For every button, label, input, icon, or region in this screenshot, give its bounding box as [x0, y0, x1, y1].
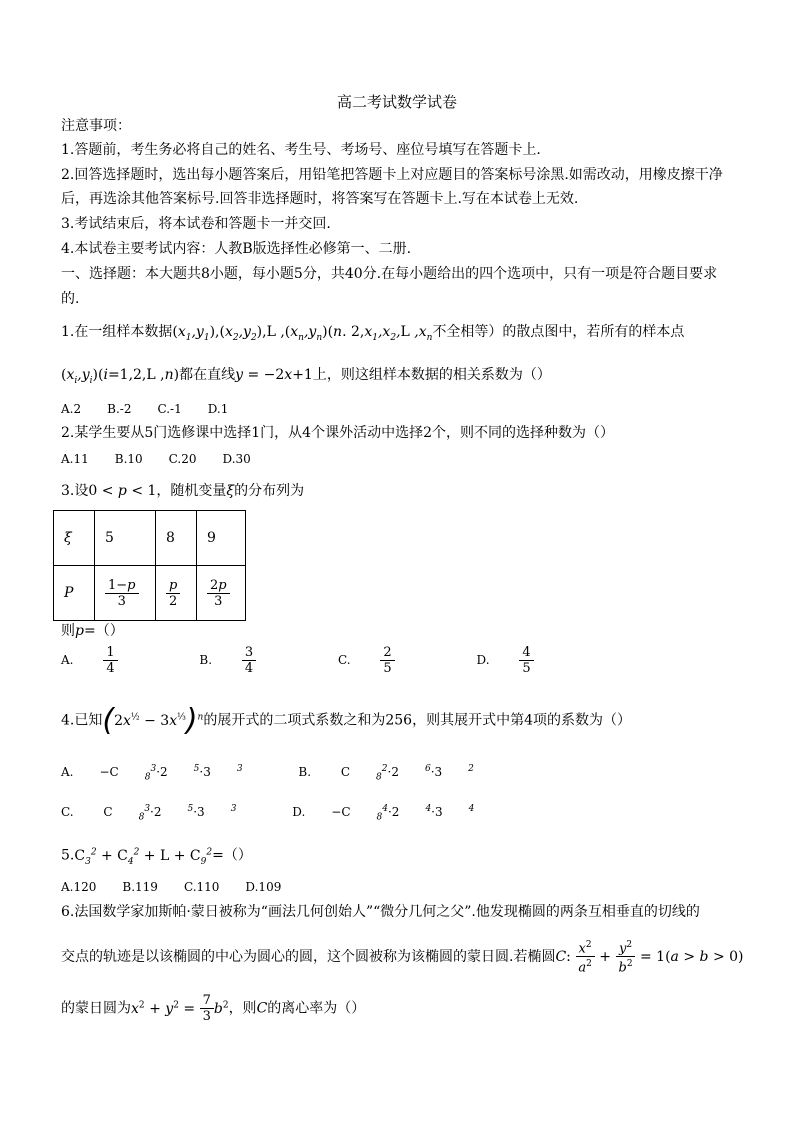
q5-line	[61, 843, 252, 870]
q4-prefix: 4.已知	[61, 712, 103, 729]
q6-line3-pre: 的蒙日圆为	[61, 1000, 131, 1017]
q3-post: ，随机变量	[156, 483, 227, 499]
q5-option-d[interactable]: D.109	[245, 880, 282, 894]
q3-ask-pre: 则	[61, 623, 75, 639]
q4-option-a[interactable]: A. −C $_8^3$·2 $^5$·3 $^3$	[61, 764, 243, 783]
q1-sample-data-formula: $(x_1,y_1),(x_2,y_2),L$ $,(x_n,y_n)(n$. $2,x_1,x_2,L$ $,x_n$	[172, 324, 433, 343]
q5-option-c[interactable]: C.110	[183, 880, 220, 894]
table-cell-p: P	[54, 566, 95, 621]
q3-option-d[interactable]: D. $\frac{4}{5}$	[477, 653, 586, 667]
q3-option-b[interactable]: B. $\frac{3}{4}$	[199, 653, 308, 667]
notice-heading: 注意事项：	[61, 118, 131, 134]
q3-option-a[interactable]: A. $\frac{1}{4}$	[61, 653, 170, 667]
q4-options-row2	[61, 800, 526, 826]
section1-line1: 一、选择题：本大题共8小题，每小题5分，共40分.在每小题给出的四个选项中，只有一项是符合题目要求	[61, 266, 718, 282]
table-cell-prob: $\frac{2p}{3}$	[197, 566, 246, 621]
q2-option-c[interactable]: C.20	[168, 452, 197, 466]
table-cell-prob: $\frac{1-p}{3}$	[95, 566, 156, 621]
q3-option-c[interactable]: C. $\frac{2}{5}$	[338, 653, 447, 667]
section1-line2: 的.	[61, 291, 80, 307]
q5-post: =（）	[212, 847, 252, 864]
q4-option-d[interactable]: D. −C $_8^4$·2 $^4$·3 $^4$	[292, 804, 475, 823]
notice-item-4: 4.本试卷主要考试内容：人教B版选择性必修第一、二册.	[61, 241, 412, 257]
q5-prefix: 5.	[61, 847, 75, 864]
q2-option-b[interactable]: B.10	[114, 452, 143, 466]
q3-options	[61, 645, 612, 676]
table-row	[54, 511, 246, 566]
q1-line2	[61, 366, 551, 390]
q5-sum-formula: $C_3^2 + C_4^2 + L + C_9^2$	[74, 847, 213, 867]
q3-ask	[61, 622, 124, 640]
table-cell-value: 5	[95, 511, 156, 566]
q6-c-symbol: C	[256, 1000, 268, 1017]
notice-item-3: 3.考试结束后，将本试卷和答题卡一并交回.	[61, 216, 331, 232]
q2-option-a[interactable]: A.11	[61, 452, 89, 466]
q1-mid: 都在直线	[179, 367, 236, 383]
q5-option-b[interactable]: B.119	[122, 880, 158, 894]
q4-options-row1	[61, 760, 526, 786]
table-cell-value: 9	[197, 511, 246, 566]
q5-options	[61, 878, 307, 896]
q1-line1	[61, 323, 684, 347]
q3-ask-post: =（）	[83, 623, 124, 639]
notice-item-2a: 2.回答选择题时，选出每小题答案后，用铅笔把答题卡上对应题目的答案标号涂黑.如需改动，用橡皮擦干净	[61, 167, 723, 183]
q3-prefix: 3.设	[61, 483, 89, 499]
q2-text: 2.某学生要从5门选修课中选择1门，从4个课外活动中选择2个，则不同的选择种数为（）	[61, 425, 614, 441]
q6-line3-post: ，则	[228, 1000, 257, 1017]
q1-point-formula: $(x_i,y_i)(i=1,2,L$ ,n)	[61, 367, 180, 386]
q4-post: 的展开式的二项式系数之和为256，则其展开式中第4项的系数为（）	[203, 712, 631, 729]
q3-p-range: 0 < p < 1	[88, 483, 157, 499]
q1-option-c[interactable]: C.-1	[157, 402, 182, 416]
table-row	[54, 566, 246, 621]
notice-item-1: 1.答题前，考生务必将自己的姓名、考生号、考场号、座位号填写在答题卡上.	[61, 142, 541, 158]
q4-option-c[interactable]: C. C $_8^3$·2 $^5$·3 $^3$	[61, 804, 237, 823]
q1-option-d[interactable]: D.1	[207, 402, 229, 416]
q4-binomial-formula: $(2x^{\frac{1}{2}} - 3x^{\frac{1}{3}})^n$	[102, 702, 204, 738]
q1-options	[61, 400, 254, 418]
q3-post2: 的分布列为	[234, 483, 305, 499]
q3-line	[61, 482, 304, 500]
q5-option-a[interactable]: A.120	[61, 880, 97, 894]
q6-ellipse-equation: C: $\frac{x^2}{a^2}$ + $\frac{y^2}{b^2}$ = 1(a > b > 0)	[555, 940, 744, 976]
q6-line2-text: 交点的轨迹是以该椭圆的中心为圆心的圆，这个圆被称为该椭圆的蒙日圆.若椭圆	[61, 948, 556, 965]
q4-option-b[interactable]: B. C $_8^2$·2 $^6$·3 $^2$	[298, 764, 474, 783]
q4-line	[61, 700, 631, 738]
q6-line1: 6.法国数学家加斯帕·蒙日被称为“画法几何创始人”“微分几何之父”.他发现椭圆的两条互相垂直的切线的	[61, 904, 700, 920]
q1-line-equation: y = −2x+1	[235, 367, 313, 383]
q3-distribution-table	[53, 510, 246, 621]
table-cell-value: 8	[156, 511, 197, 566]
table-cell-xi: ξ	[54, 511, 95, 566]
q6-line3	[61, 990, 365, 1024]
notice-item-2b: 后，再选涂其他答案标号.回答非选择题时，将答案写在答题卡上.写在本试卷上无效.	[61, 191, 579, 207]
q1-option-a[interactable]: A.2	[61, 402, 82, 416]
table-cell-prob: $\frac{p}{2}$	[156, 566, 197, 621]
q3-p-symbol: p	[75, 623, 84, 639]
q1-option-b[interactable]: B.-2	[107, 402, 132, 416]
exam-title: 高二考试数学试卷	[336, 93, 457, 111]
q6-line2	[61, 938, 744, 976]
q2-option-d[interactable]: D.30	[222, 452, 251, 466]
q1-prefix: 1.在一组样本数据	[61, 324, 173, 340]
q3-xi-symbol: ξ	[226, 483, 235, 499]
q6-circle-equation: $x^2 + y^2$ = $\frac{7}{3}$ $b^2$	[131, 993, 229, 1025]
q1-condition: 不全相等）的散点图中，若所有的样本点	[432, 324, 685, 340]
q6-line3-end: 的离心率为（）	[267, 1000, 366, 1017]
q1-post: 上，则这组样本数据的相关系数为（）	[312, 367, 551, 383]
q2-options	[61, 450, 277, 468]
